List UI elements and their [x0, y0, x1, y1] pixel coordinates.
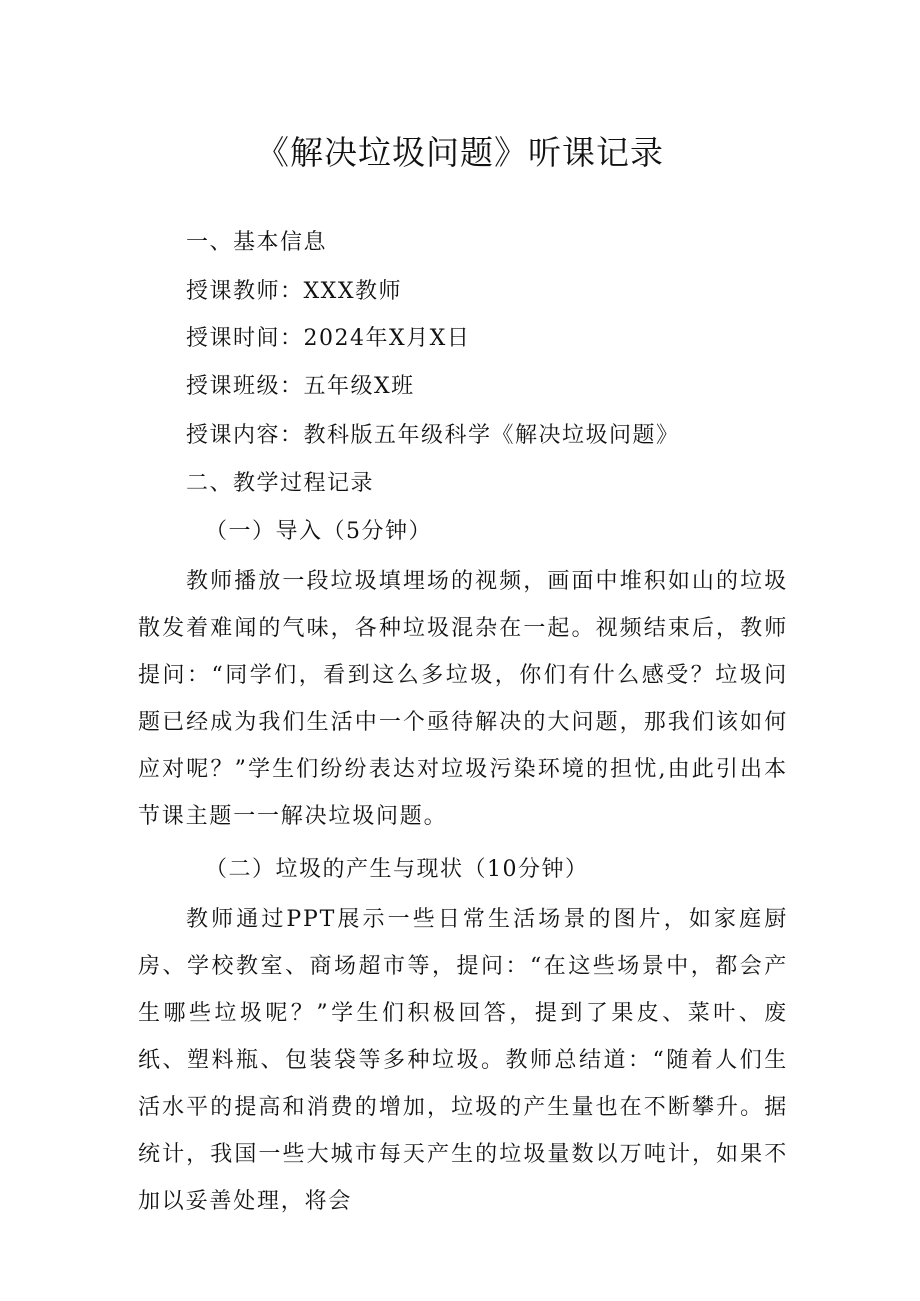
info-teacher: 授课教师：XXX教师: [186, 279, 402, 304]
paragraph-garbage-status: 教师通过PPT展示一些日常生活场景的图片，如家庭厨房、学校教室、商场超市等，提问：“在这些场景中，都会产生哪些垃圾呢？”学生们积极回答，提到了果皮、菜叶、废纸、塑料瓶、包装袋等多种垃圾。教师总结道：“随着人们生活水平的提高和消费的增加，垃圾的产生量也在不断攀升。据统计，我国一些大城市每天产生的垃圾量数以万吨计，如果不加以妥善处理，将会: [138, 907, 788, 1214]
section-heading-basic-info: 一、基本信息: [186, 230, 328, 255]
info-time: 授课时间：2024年X月X日: [186, 326, 471, 351]
info-content: 授课内容：教科版五年级科学《解决垃圾问题》: [186, 423, 680, 448]
subsection-heading-garbage-status: （二）垃圾的产生与现状（10分钟）: [205, 857, 589, 882]
document-title: 《解决垃圾问题》听课记录: [256, 133, 664, 172]
subsection-heading-intro: （一）导入（5分钟）: [205, 519, 432, 544]
info-class: 授课班级：五年级X班: [186, 374, 415, 399]
section-heading-teaching-process: 二、教学过程记录: [186, 471, 375, 496]
paragraph-intro: 教师播放一段垃圾填埋场的视频，画面中堆积如山的垃圾散发着难闻的气味，各种垃圾混杂在一起。视频结束后，教师提问：“同学们，看到这么多垃圾，你们有什么感受？垃圾问题已经成为我们生活中一个亟待解决的大问题，那我们该如何应对呢？”学生们纷纷表达对垃圾污染环境的担忧,由此引出本节课主题一一解决垃圾问题。: [138, 569, 788, 829]
